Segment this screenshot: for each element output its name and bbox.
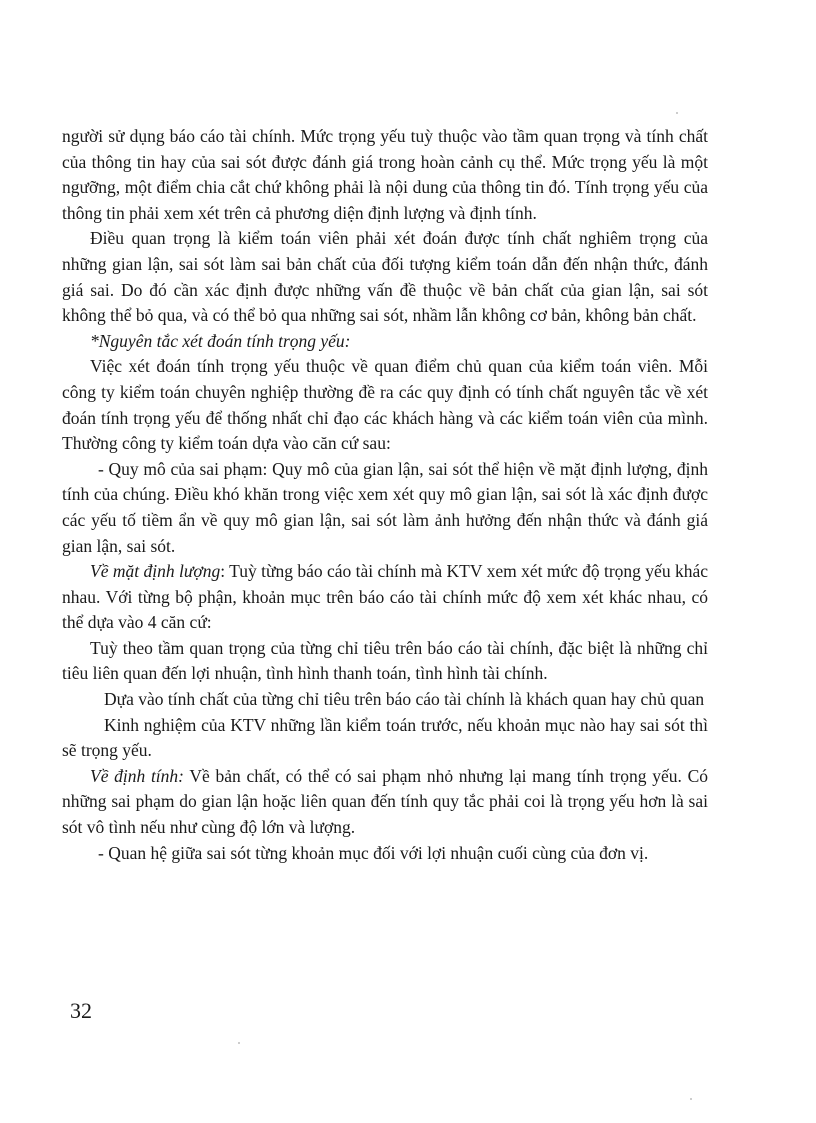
page-number: 32	[70, 998, 92, 1023]
paragraph-auditor-experience: Kinh nghiệm của KTV những lần kiểm toán trước, nếu khoản mục nào hay sai sót thì sẽ trọng yếu.	[62, 714, 708, 761]
body-text	[62, 124, 708, 866]
paragraph-principles-body: Việc xét đoán tính trọng yếu thuộc về quan điểm chủ quan của kiểm toán viên. Mỗi công ty kiểm toán chuyên nghiệp thường đề ra các quy định có tính chất nguyên tắc về xét đoán tính trọng yếu để thống nhất chỉ đạo các khách hàng và các kiểm toán viên của mình. Thường công ty kiểm toán dựa vào căn cứ sau:	[62, 356, 708, 454]
scan-speck	[238, 1042, 240, 1044]
quantitative-text: : Tuỳ từng báo cáo tài chính mà KTV xem xét mức độ trọng yếu khác nhau. Với từng bộ phận, khoản mục trên báo cáo tài chính mức độ xem xét khác nhau, có thể dựa vào 4 căn cứ:	[62, 561, 708, 633]
quantitative-lead: Về mặt định lượng	[90, 561, 221, 582]
paragraph-profit-relation: - Quan hệ giữa sai sót từng khoản mục đối với lợi nhuận cuối cùng của đơn vị.	[98, 842, 649, 863]
scan-speck	[676, 112, 678, 114]
scan-speck	[690, 1098, 692, 1100]
paragraph-importance-of-items: Tuỳ theo tầm quan trọng của từng chỉ tiêu trên báo cáo tài chính, đặc biệt là những chỉ tiêu liên quan đến lợi nhuận, tình hình thanh toán, tình hình tài chính.	[62, 637, 708, 684]
paragraph-auditor-judgment: Điều quan trọng là kiểm toán viên phải xét đoán được tính chất nghiêm trọng của những gian lận, sai sót làm sai bản chất của đối tượng kiểm toán dẫn đến nhận thức, đánh giá sai. Do đó cần xác định được những vấn đề thuộc về bản chất của gian lận, sai sót không thể bỏ qua, và có thể bỏ qua những sai sót, nhầm lẫn không cơ bản, không bản chất.	[62, 228, 708, 326]
paragraph-scale-of-errors: - Quy mô của sai phạm: Quy mô của gian lận, sai sót thể hiện về mặt định lượng, định tính của chúng. Điều khó khăn trong việc xem xét quy mô gian lận, sai sót là xác định được các yếu tố tiềm ẩn về quy mô gian lận, sai sót làm ảnh hưởng đến nhận thức và đánh giá gian lận, sai sót.	[62, 458, 708, 556]
paragraph-qualitative	[62, 764, 708, 841]
paragraph-nature-of-items: Dựa vào tính chất của từng chỉ tiêu trên báo cáo tài chính là khách quan hay chủ quan	[104, 689, 705, 710]
qualitative-text: Về bản chất, có thể có sai phạm nhỏ nhưng lại mang tính trọng yếu. Có những sai phạm do gian lận hoặc liên quan đến tính quy tắc phải coi là trọng yếu hơn là sai sót vô tình nếu như cùng độ lớn và lượng.	[62, 765, 709, 838]
paragraph-materiality-definition: người sử dụng báo cáo tài chính. Mức trọng yếu tuỳ thuộc vào tầm quan trọng và tính chất của thông tin hay của sai sót được đánh giá trong hoàn cảnh cụ thể. Mức trọng yếu là một ngưỡng, một điểm chia cắt chứ không phải là nội dung của thông tin đó. Tính trọng yếu của thông tin phải xem xét trên cả phương diện định lượng và định tính.	[62, 126, 708, 223]
qualitative-lead: Về định tính:	[90, 765, 185, 786]
paragraph-quantitative	[62, 559, 708, 636]
section-heading-principles: *Nguyên tắc xét đoán tính trọng yếu:	[90, 330, 351, 351]
